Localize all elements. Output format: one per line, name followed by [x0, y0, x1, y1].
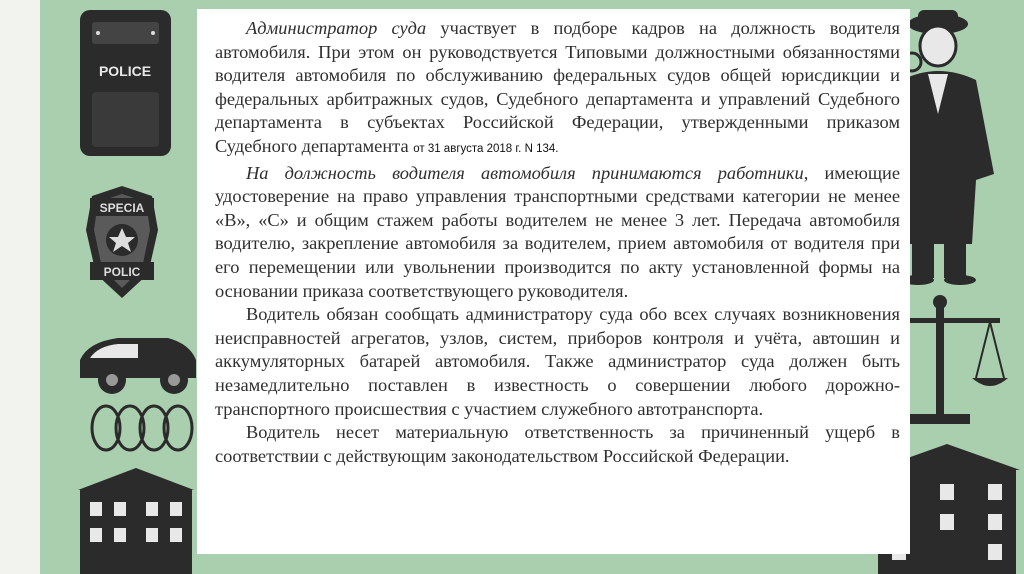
- police-sign-text: POLICE: [98, 63, 152, 79]
- court-administrator-term: Администратор суда: [246, 18, 427, 38]
- driver-hiring-heading: На должность водителя автомобиля принимаются работники: [246, 162, 804, 183]
- badge-top-text: SPECIA: [99, 201, 145, 215]
- document-page: [197, 9, 910, 554]
- police-car-illustration: [78, 320, 198, 400]
- paragraph-4: Водитель несет материальную ответственность за причиненный ущерб в соответствии с действующим законодательством Российской Федерации.: [215, 422, 900, 466]
- barbed-wire-illustration: [88, 398, 198, 458]
- order-date-overlay: от 31 августа 2018 г. N 134.: [413, 142, 559, 155]
- police-badge-illustration: [82, 182, 162, 302]
- paragraph-3: Водитель обязан сообщать администратору суда обо всех случаях возникновения неисправностей агрегатов, узлов, систем, приборов контроля и учёта, автошин и аккумуляторных батарей автомобиля. Также администратор суда должен быть незамедлительно поставлен в известность о совершении любого дорожно-транспортного происшествия с участием служебного автотранспорта.: [215, 304, 900, 419]
- paragraph-1-text: участвует в подборе кадров на должность водителя автомобиля. При этом он руководствуется Типовыми должностными обязанностями водителя автомобиля по обслуживанию федеральных судов общей юрисдикции и федеральных арбитражных судов, Судебного департамента и управлений Судебного департамента в субъектах Российской Федерации, утвержденными приказом Судебного департамента: [215, 18, 900, 156]
- slide-background: [40, 0, 1024, 574]
- police-sign-illustration: [78, 8, 173, 158]
- paragraph-1: [215, 17, 900, 162]
- paragraph-2: [215, 162, 900, 304]
- paragraph-2-text: , имеющие удостоверение на право управления транспортными средствами категории не менее «В», «С» и общим стажем работы водителем не менее 3 лет. Передача автомобиля водителю, закрепление автомобиля за водителем, прием автомобиля от водителя при его перемещении или увольнении производится по акту установленной формы на основании приказа соответствующего руководителя.: [215, 162, 900, 301]
- badge-bottom-text: POLIC: [103, 265, 141, 279]
- building-left-illustration: [74, 462, 198, 574]
